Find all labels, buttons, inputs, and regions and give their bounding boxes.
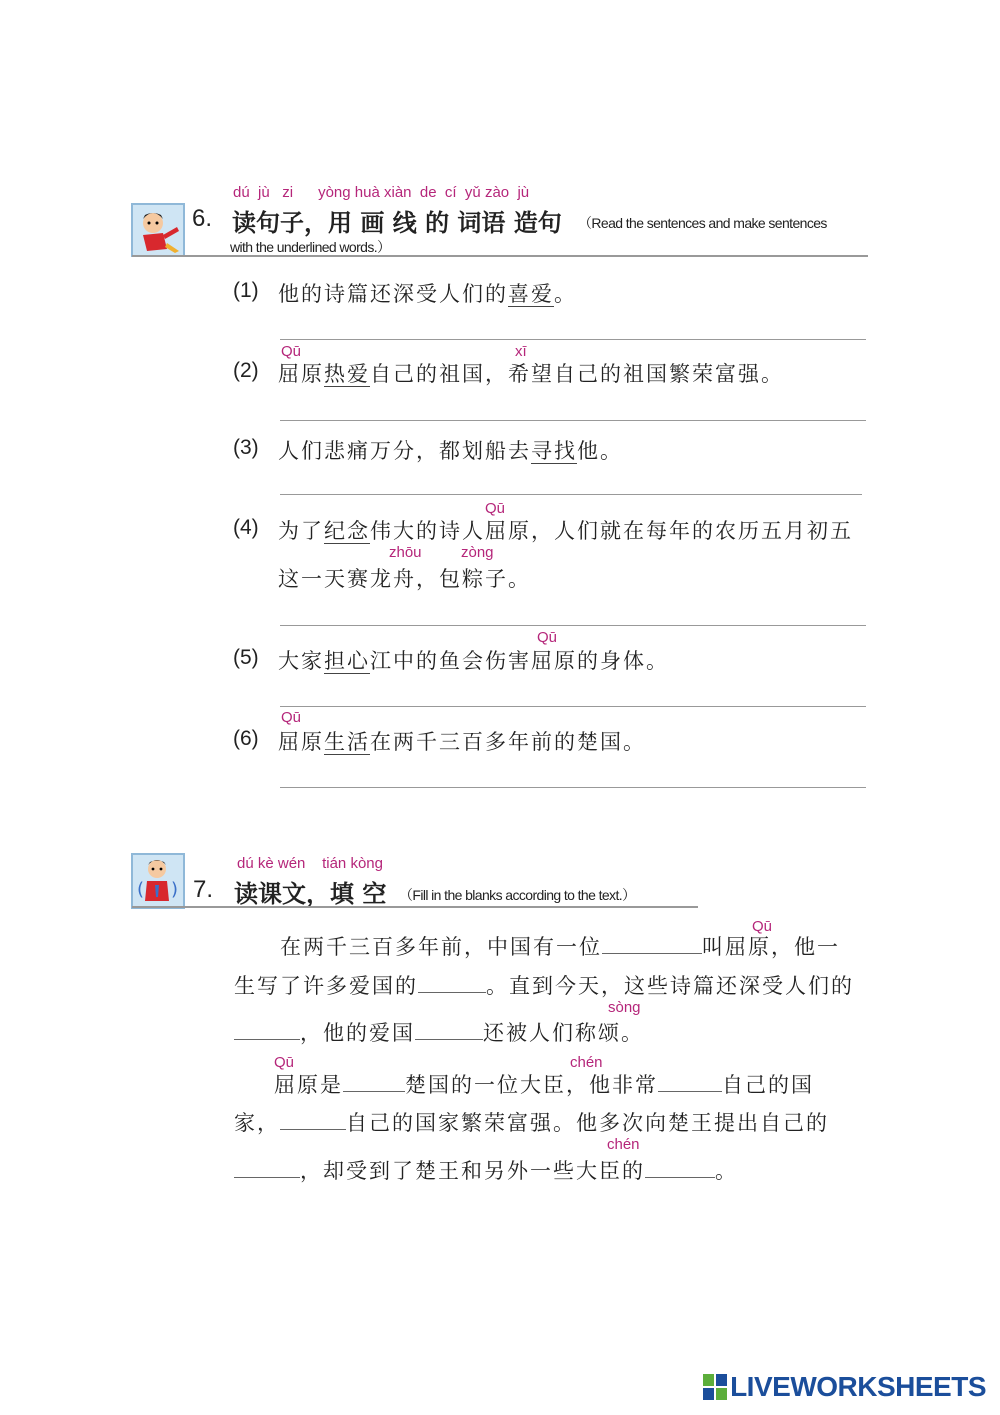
boy-mascot-icon bbox=[131, 203, 185, 257]
section6-header-rule bbox=[132, 255, 868, 257]
answer-line-5[interactable] bbox=[280, 706, 866, 707]
pinyin-song: sòng bbox=[608, 999, 641, 1016]
section6-instruction-en: （Read the sentences and make sentences bbox=[578, 215, 827, 231]
answer-line-4[interactable] bbox=[280, 625, 866, 626]
item-number: (6) bbox=[233, 727, 259, 750]
item-number: (1) bbox=[233, 279, 259, 302]
sentence-6: 屈原生活在两千三百多年前的楚国。 bbox=[278, 730, 646, 754]
pinyin-zhou: zhōu bbox=[389, 544, 422, 561]
paragraph1-line1: 在两千三百多年前，中国有一位 叫屈原，他一 bbox=[280, 935, 840, 959]
item-number: (2) bbox=[233, 359, 259, 382]
pinyin-chen: chén bbox=[570, 1054, 603, 1071]
liveworksheets-mark-icon bbox=[703, 1374, 727, 1400]
underlined-word: 纪念 bbox=[324, 519, 370, 543]
pinyin-chen: chén bbox=[607, 1136, 640, 1153]
item-number: (4) bbox=[233, 516, 259, 539]
blank-input[interactable] bbox=[234, 1021, 300, 1040]
boy-with-pencil-icon bbox=[131, 853, 185, 909]
underlined-word: 热爱 bbox=[324, 362, 370, 386]
answer-line-6[interactable] bbox=[280, 787, 866, 788]
sentence-4: 为了纪念伟大的诗人屈原，人们就在每年的农历五月初五 bbox=[278, 519, 853, 543]
blank-input[interactable] bbox=[418, 974, 486, 993]
blank-input[interactable] bbox=[234, 1159, 300, 1178]
pinyin-xi: xī bbox=[515, 343, 527, 360]
pinyin-qu: Qū bbox=[281, 343, 302, 360]
paragraph1-line3: ，他的爱国 还被人们称颂。 bbox=[234, 1017, 644, 1047]
svg-text:(: ( bbox=[137, 879, 145, 900]
paragraph2-line3: ，却受到了楚王和另外一些大臣的 。 bbox=[234, 1155, 738, 1185]
section7-pinyin: dú kè wén tián kòng bbox=[237, 855, 383, 872]
sentence-4-line2: 这一天赛龙舟，包粽子。 bbox=[278, 567, 531, 591]
blank-input[interactable] bbox=[658, 1073, 722, 1092]
pinyin-zong: zòng bbox=[461, 544, 494, 561]
sentence-5: 大家担心江中的鱼会伤害屈原的身体。 bbox=[278, 649, 669, 673]
answer-line-3[interactable] bbox=[280, 494, 862, 495]
pinyin-qu: Qū bbox=[281, 709, 302, 726]
sentence-1: 他的诗篇还深受人们的喜爱。 bbox=[278, 282, 577, 306]
section7-number: 7. bbox=[193, 876, 214, 903]
underlined-word: 喜爱 bbox=[508, 282, 554, 306]
underlined-word: 生活 bbox=[324, 730, 370, 754]
answer-line-2[interactable] bbox=[280, 420, 866, 421]
section6-title: 读句子，用 画 线 的 词语 造句 bbox=[232, 208, 562, 237]
pinyin-qu: Qū bbox=[537, 629, 558, 646]
pinyin-qu: Qū bbox=[485, 500, 506, 517]
sentence-2: 屈原热爱自己的祖国，希望自己的祖国繁荣富强。 bbox=[278, 362, 784, 386]
svg-text:): ) bbox=[171, 879, 179, 900]
section6-pinyin: dú jù zi yòng huà xiàn de cí yǔ zào jù bbox=[233, 184, 530, 201]
blank-input[interactable] bbox=[415, 1021, 483, 1040]
section7-title: 读课文，填 空 bbox=[234, 879, 387, 908]
item-number: (3) bbox=[233, 436, 259, 459]
section6-instruction-en-2: with the underlined words.） bbox=[230, 239, 391, 255]
paragraph2-line2: 家， 自己的国家繁荣富强。他多次向楚王提出自己的 bbox=[234, 1111, 829, 1135]
pinyin-qu: Qū bbox=[752, 918, 773, 935]
paragraph1-line2: 生写了许多爱国的 。直到今天，这些诗篇还深受人们的 bbox=[234, 974, 854, 998]
logo-text: LIVEWORKSHEETS bbox=[730, 1371, 986, 1402]
liveworksheets-logo bbox=[703, 1371, 986, 1403]
item-number: (5) bbox=[233, 646, 259, 669]
pinyin-qu: Qū bbox=[274, 1054, 295, 1071]
paragraph2-line1: 屈原是 楚国的一位大臣，他非常 自己的国 bbox=[274, 1073, 814, 1097]
underlined-word: 担心 bbox=[324, 649, 370, 673]
sentence-3: 人们悲痛万分，都划船去寻找他。 bbox=[278, 439, 623, 463]
blank-input[interactable] bbox=[602, 935, 702, 954]
underlined-word: 寻找 bbox=[531, 439, 577, 463]
section6-number: 6. bbox=[192, 205, 213, 232]
answer-line-1[interactable] bbox=[280, 339, 866, 340]
blank-input[interactable] bbox=[280, 1111, 346, 1130]
section7-header-rule bbox=[132, 906, 698, 908]
blank-input[interactable] bbox=[645, 1159, 715, 1178]
section7-instruction-en: （Fill in the blanks according to the text.） bbox=[399, 887, 636, 903]
blank-input[interactable] bbox=[343, 1073, 405, 1092]
